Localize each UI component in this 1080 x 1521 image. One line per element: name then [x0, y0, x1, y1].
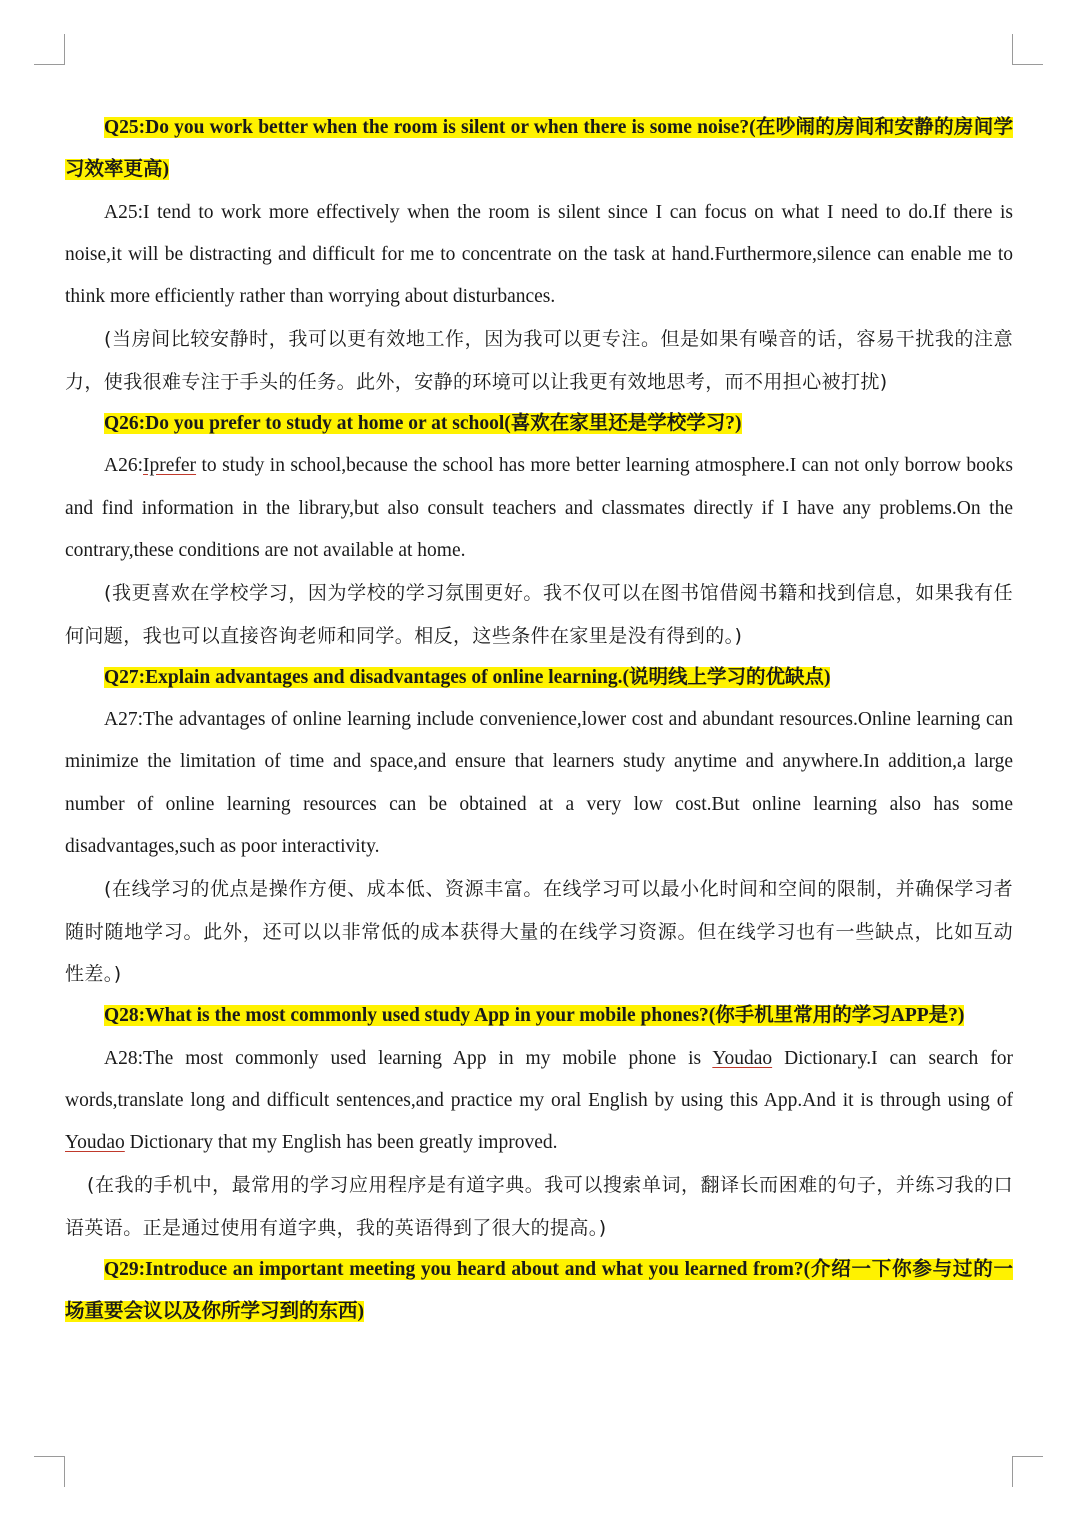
- answer-part-3: Dictionary that my English has been greatly improved.: [124, 1132, 558, 1154]
- question-text: Q25:Do you work better when the room is silent or when there is some noise?(在吵闹的房间和安静的房间学习效率更高): [65, 117, 1013, 181]
- crop-mark-bottom-right: [1012, 1456, 1043, 1487]
- answer-part-2: Dictionary.I can search for words,translate long and difficult sentences,and practice my oral English by using this App.And it is through using of: [65, 1047, 1013, 1111]
- spellcheck-flagged-word: Youdao: [65, 1132, 125, 1154]
- question-text: Q26:Do you prefer to study at home or at school(喜欢在家里还是学校学习?): [104, 413, 742, 435]
- question-text: Q27:Explain advantages and disadvantages of online learning.(说明线上学习的优缺点): [104, 666, 831, 688]
- translation-a28: (在我的手机中，最常用的学习应用程序是有道字典。我可以搜索单词，翻译长而困难的句子，并练习我的口语英语。正是通过使用有道字典，我的英语得到了很大的提高。): [65, 1174, 1013, 1239]
- answer-part-1: A28:The most commonly used learning App in my mobile phone is: [104, 1047, 713, 1069]
- spellcheck-flagged-word: Youdao: [712, 1047, 773, 1069]
- document-body: [65, 107, 1013, 1334]
- question-q25: [65, 107, 1013, 192]
- answer-rest: to study in school,because the school has more better learning atmosphere.I can not only borrow books and find information in the library,but also consult teachers and classmates directly if I have any problems.On the contrary,these conditions are not available at home.: [65, 455, 1013, 561]
- crop-mark-bottom-left: [34, 1456, 65, 1487]
- answer-a25: A25:I tend to work more effectively when the room is silent since I can focus on what I need to do.If there is noise,it will be distracting and difficult for me to concentrate on the task at hand.Furthermore,silence can enable me to think more efficiently rather than worrying about disturbances.: [65, 201, 1013, 308]
- spellcheck-flagged-word: Iprefer: [143, 455, 197, 477]
- question-q27: [65, 657, 1013, 699]
- answer-a26: [65, 445, 1013, 572]
- crop-mark-top-right: [1012, 34, 1043, 65]
- translation-a25: (当房间比较安静时，我可以更有效地工作，因为我可以更专注。但是如果有噪音的话，容易干扰我的注意力，使我很难专注于手头的任务。此外，安静的环境可以让我更有效地思考，而不用担心被打扰): [65, 328, 1013, 393]
- answer-prefix: A26:: [104, 455, 143, 477]
- translation-a26: (我更喜欢在学校学习，因为学校的学习氛围更好。我不仅可以在图书馆借阅书籍和找到信息，如果我有任何问题，我也可以直接咨询老师和同学。相反，这些条件在家里是没有得到的。): [65, 582, 1013, 647]
- question-text: Q28:What is the most commonly used study App in your mobile phones?(你手机里常用的学习APP是?): [104, 1005, 965, 1027]
- answer-a28: [65, 1038, 1013, 1165]
- crop-mark-top-left: [34, 34, 65, 65]
- question-q26: [65, 403, 1013, 445]
- question-q29: [65, 1249, 1013, 1334]
- question-text: Q29:Introduce an important meeting you heard about and what you learned from?(介绍一下你参与过的一场重要会议以及你所学习到的东西): [65, 1259, 1013, 1323]
- question-q28: [65, 995, 1013, 1037]
- answer-a27: A27:The advantages of online learning include convenience,lower cost and abundant resources.Online learning can minimize the limitation of time and space,and ensure that learners study anytime and anywhere.In addition,a large number of online learning resources can be obtained at a very low cost.But online learning also has some disadvantages,such as poor interactivity.: [65, 709, 1013, 858]
- translation-a27: (在线学习的优点是操作方便、成本低、资源丰富。在线学习可以最小化时间和空间的限制，并确保学习者随时随地学习。此外，还可以以非常低的成本获得大量的在线学习资源。但在线学习也有一些缺点，比如互动性差。): [65, 878, 1013, 985]
